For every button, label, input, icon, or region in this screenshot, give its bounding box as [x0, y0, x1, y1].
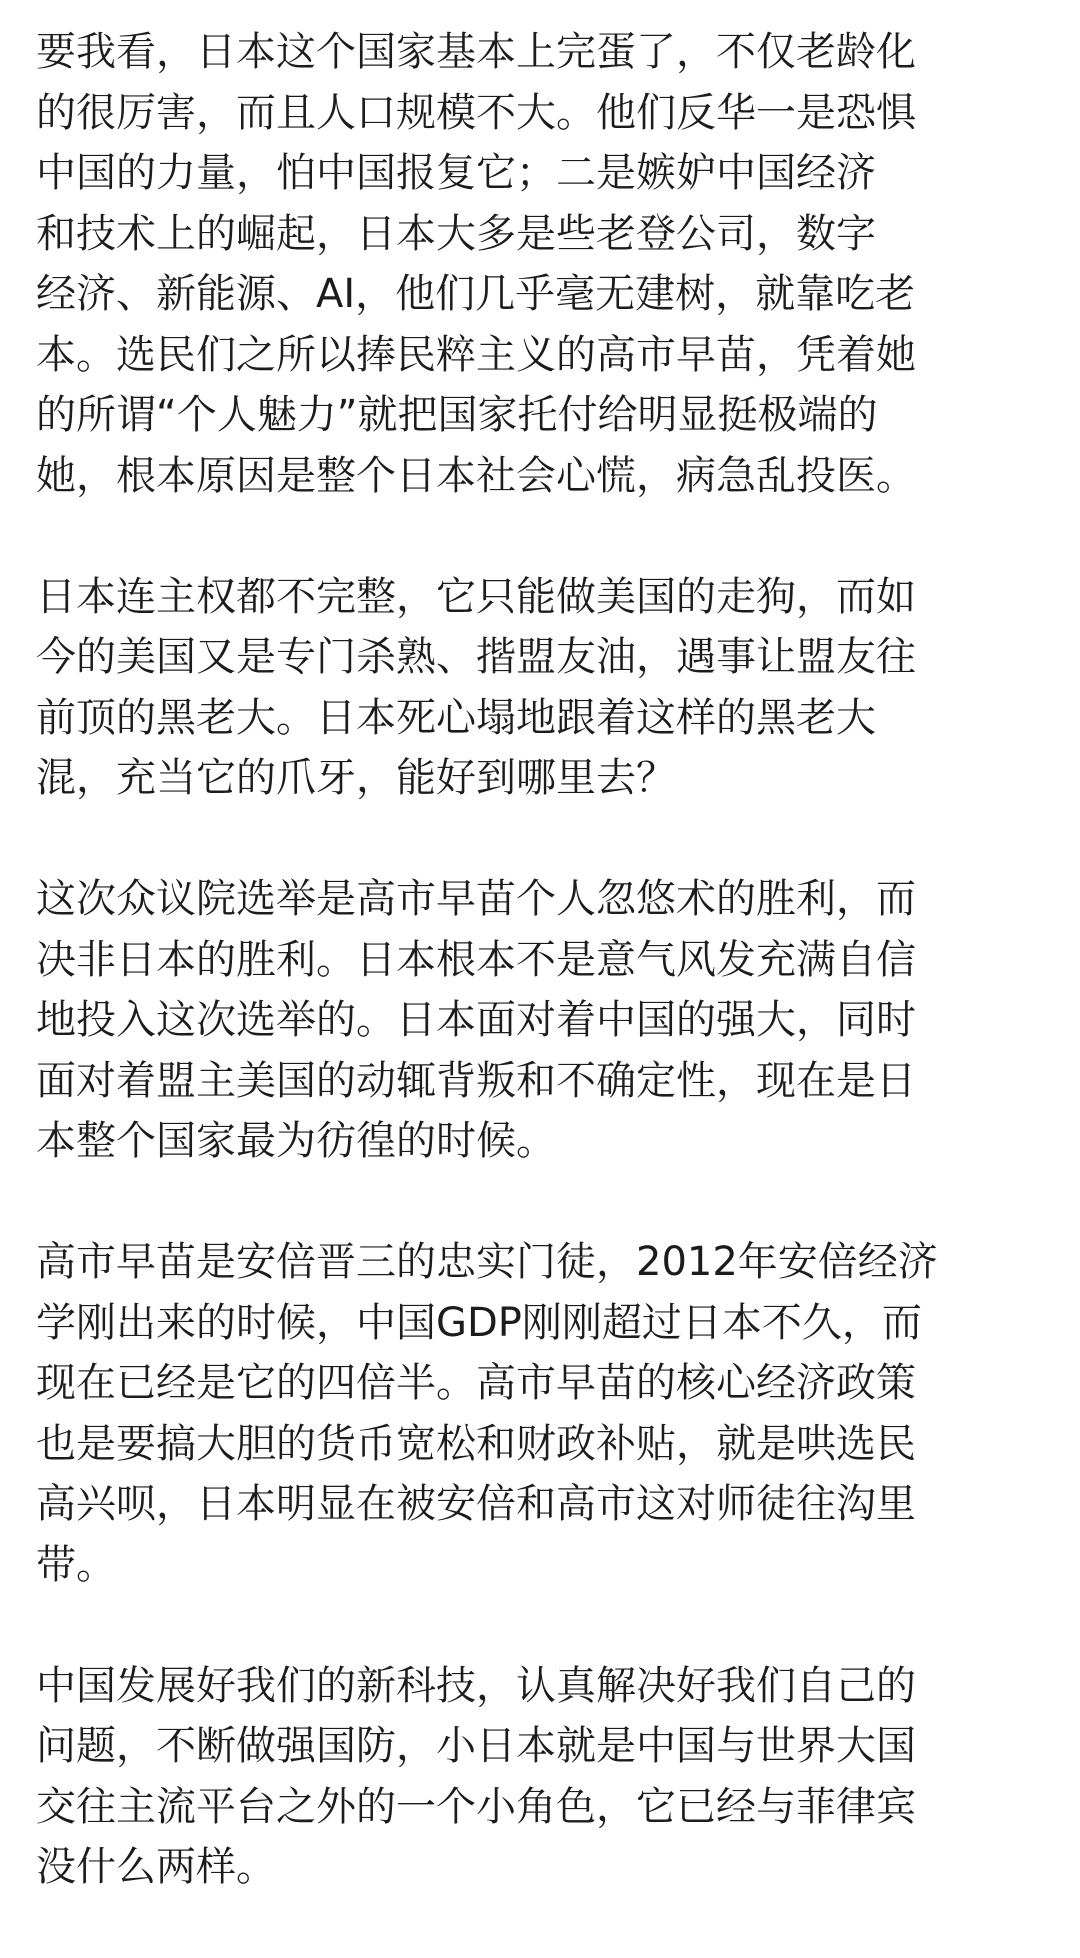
- text-line: 学刚出来的时候，中国GDP刚刚超过日本不久，而: [36, 1299, 922, 1346]
- paragraph-5: [36, 1656, 1068, 1898]
- text-line: 决非日本的胜利。日本根本不是意气风发充满自信: [36, 936, 916, 983]
- text-line: 带。: [36, 1541, 116, 1588]
- article-body: [36, 22, 1068, 1958]
- text-line: 没什么两样。: [36, 1844, 276, 1890]
- paragraph-3: [36, 869, 1068, 1172]
- text-line: 交往主流平台之外的一个小角色，它已经与菲律宾: [36, 1783, 916, 1830]
- paragraph-4: [36, 1232, 1068, 1595]
- text-line: 日本连主权都不完整，它只能做美国的走狗，而如: [36, 573, 916, 620]
- text-line: 高兴呗，日本明显在被安倍和高市这对师徒往沟里: [36, 1481, 916, 1527]
- text-line: 高市早苗是安倍晋三的忠实门徒，2012年安倍经济: [36, 1239, 938, 1285]
- text-line: 和技术上的崛起，日本大多是些老登公司，数字: [36, 210, 876, 257]
- text-line: 问题，不断做强国防，小日本就是中国与世界大国: [36, 1723, 916, 1769]
- text-line: 现在已经是它的四倍半。高市早苗的核心经济政策: [36, 1360, 916, 1406]
- text-line: 的很厉害，而且人口规模不大。他们反华一是恐惧: [36, 89, 916, 136]
- text-line: 中国发展好我们的新科技，认真解决好我们自己的: [36, 1662, 916, 1709]
- text-line: 前顶的黑老大。日本死心塌地跟着这样的黑老大: [36, 694, 876, 741]
- text-line: 混，充当它的爪牙，能好到哪里去？: [36, 755, 676, 801]
- text-line: 她，根本原因是整个日本社会心慌，病急乱投医。: [36, 452, 916, 499]
- text-line: 要我看，日本这个国家基本上完蛋了，不仅老龄化: [36, 29, 916, 75]
- text-line: 本整个国家最为彷徨的时候。: [36, 1118, 556, 1164]
- text-line: 今的美国又是专门杀熟、揩盟友油，遇事让盟友往: [36, 634, 916, 680]
- text-line: 也是要搞大胆的货币宽松和财政补贴，就是哄选民: [36, 1420, 916, 1467]
- text-line: 面对着盟主美国的动辄背叛和不确定性，现在是日: [36, 1057, 916, 1104]
- text-line: 中国的力量，怕中国报复它；二是嫉妒中国经济: [36, 150, 876, 196]
- text-line: 经济、新能源、AI，他们几乎毫无建树，就靠吃老: [36, 271, 916, 317]
- text-line: 这次众议院选举是高市早苗个人忽悠术的胜利，而: [36, 876, 916, 922]
- paragraph-1: [36, 22, 1068, 506]
- text-line: 本。选民们之所以捧民粹主义的高市早苗，凭着她: [36, 331, 916, 378]
- text-line: 地投入这次选举的。日本面对着中国的强大，同时: [36, 997, 916, 1043]
- paragraph-2: [36, 567, 1068, 809]
- text-line: 的所谓“个人魅力”就把国家托付给明显挺极端的: [36, 392, 878, 438]
